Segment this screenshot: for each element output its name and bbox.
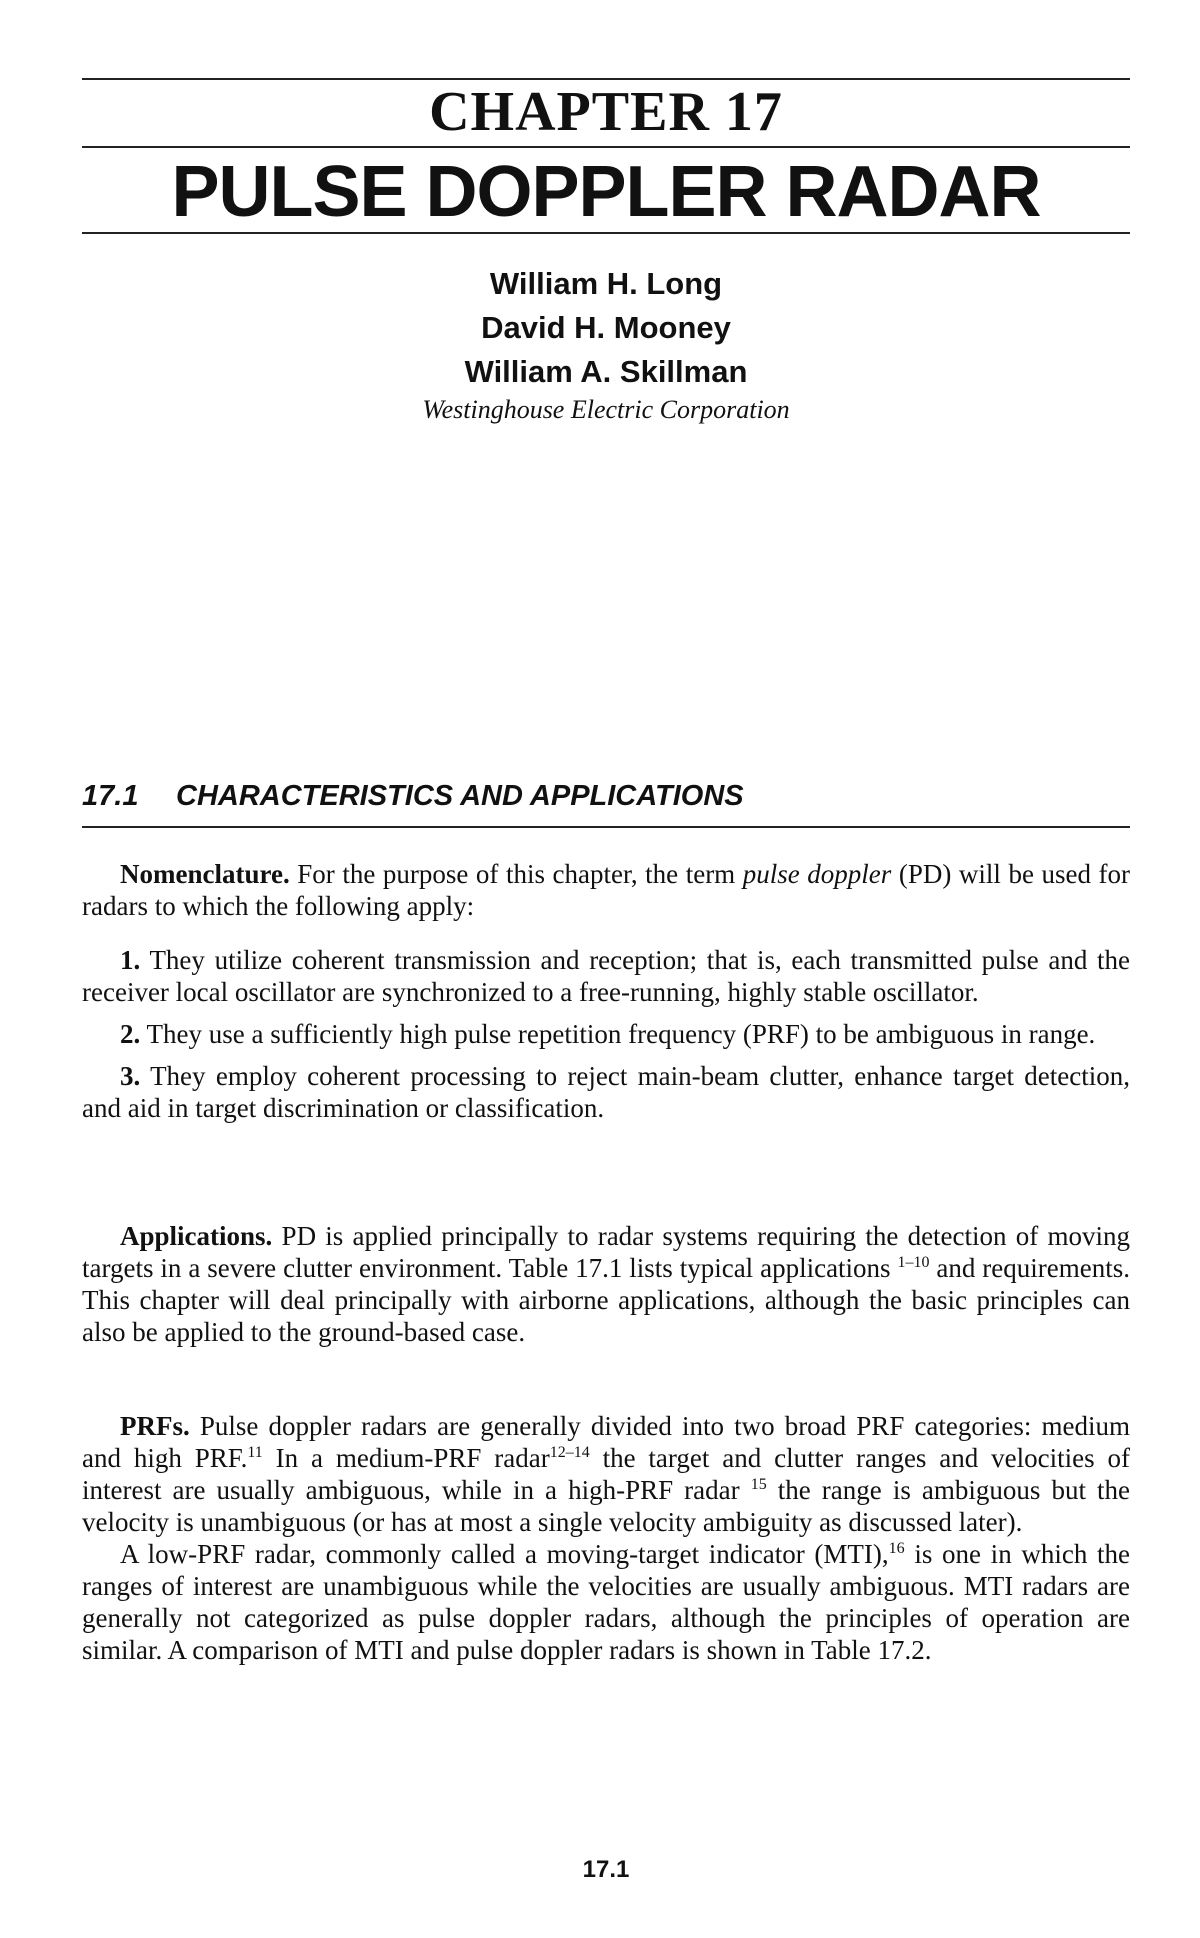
section-heading (82, 776, 1130, 816)
title-rule (82, 232, 1130, 234)
nomenclature-paragraph (82, 858, 1130, 922)
paragraph-text: In a medium-PRF radar (275, 1443, 550, 1473)
paragraph-text: is one in which the ranges of interest are unambiguous while the velocities are usually ambiguous. MTI radars are generally not categorized as pulse doppler radars, although the principles of operation are similar. A comparison of MTI and pulse doppler radars is shown in Table 17.2. (82, 1539, 1131, 1665)
paragraph-lead: PRFs. (120, 1411, 190, 1441)
author-list (82, 262, 1130, 394)
paragraph-text: PD is applied principally to radar systems requiring the detection of moving targets in a severe clutter environment. Table 17.1 lists typical applications (82, 1221, 1131, 1283)
list-text: They employ coherent processing to reject main-beam clutter, enhance target detection, and aid in target discrimination or classification. (82, 1061, 1130, 1123)
reference-marker: 15 (750, 1476, 767, 1493)
list-number: 1. (120, 945, 141, 975)
list-number: 3. (120, 1061, 141, 1091)
section-title: CHARACTERISTICS AND APPLICATIONS (176, 780, 744, 812)
chapter-rule (82, 146, 1130, 148)
paragraph-text: Pulse doppler radars are generally divided into two broad PRF categories: medium and high PRF. (82, 1411, 1131, 1473)
author-name: David H. Mooney (481, 310, 731, 345)
list-item (82, 1018, 1130, 1050)
section-rule (82, 826, 1130, 828)
low-prf-paragraph (82, 1538, 1130, 1666)
affiliation: Westinghouse Electric Corporation (422, 395, 790, 424)
paragraph-text: For the purpose of this chapter, the term (297, 859, 736, 889)
paragraph-text: (PD) will be used for radars to which the following apply: (82, 859, 1131, 921)
list-item (82, 944, 1130, 1008)
page-number: 17.1 (582, 1856, 630, 1883)
list-text: They utilize coherent transmission and reception; that is, each transmitted pulse and the receiver local oscillator are synchronized to a free-running, highly stable oscillator. (82, 945, 1130, 1007)
author-name: William H. Long (489, 266, 723, 301)
section-number: 17.1 (82, 780, 139, 812)
reference-marker: 16 (888, 1540, 905, 1557)
term-emphasis: pulse doppler (742, 859, 892, 889)
list-text: They use a sufficiently high pulse repetition frequency (PRF) to be ambiguous in range. (146, 1019, 1096, 1049)
chapter-title: PULSE DOPPLER RADAR (171, 152, 1041, 232)
paragraph-lead: Nomenclature. (120, 859, 290, 889)
reference-marker: 1–10 (897, 1254, 930, 1271)
paragraph-text: the target and clutter ranges and velocities of interest are usually ambiguous, while in a high-PRF radar (82, 1443, 1130, 1505)
paragraph-lead: Applications. (120, 1221, 273, 1251)
reference-marker: 12–14 (549, 1444, 590, 1461)
list-number: 2. (120, 1019, 141, 1049)
author-name: William A. Skillman (464, 354, 748, 389)
chapter-label: CHAPTER 17 (429, 81, 783, 143)
list-item (82, 1060, 1130, 1124)
prfs-paragraphs (82, 1410, 1130, 1666)
paragraph-text: the range is ambiguous but the velocity is unambiguous (or has at most a single velocity ambiguity as discussed later). (82, 1475, 1130, 1537)
paragraph-text: and requirements. This chapter will deal principally with airborne applications, although the basic principles can also be applied to the ground-based case. (82, 1253, 1131, 1347)
prfs-paragraph (82, 1410, 1130, 1538)
paragraph-text: A low-PRF radar, commonly called a moving-target indicator (MTI), (120, 1539, 889, 1569)
criteria-list (82, 944, 1130, 1124)
applications-paragraph (82, 1220, 1130, 1348)
reference-marker: 11 (247, 1444, 263, 1461)
